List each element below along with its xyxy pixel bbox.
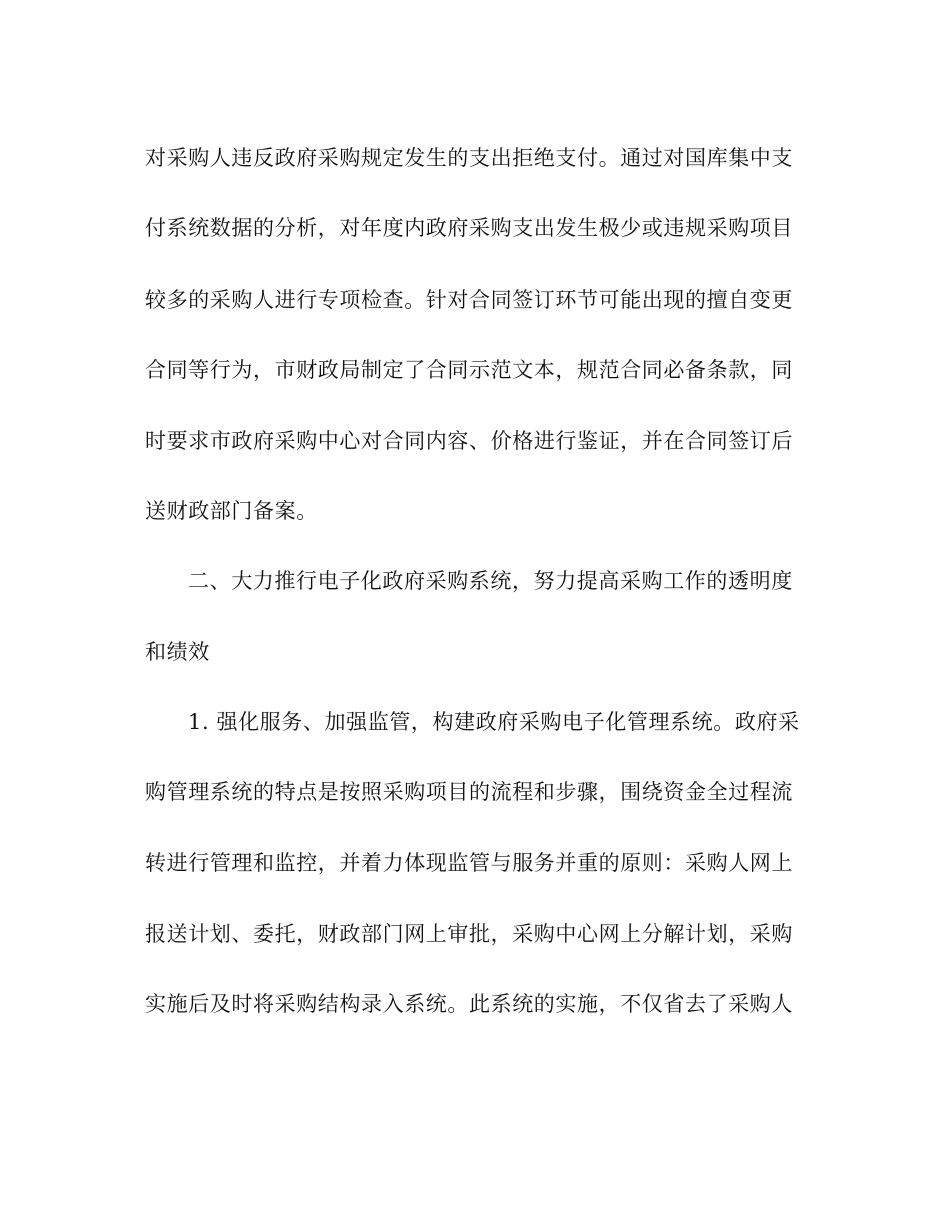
paragraph-line: 对采购人违反政府采购规定发生的支出拒绝支付。通过对国库集中支 <box>145 146 793 170</box>
paragraph-line: 合同等行为，市财政局制定了合同示范文本，规范合同必备条款，同 <box>145 358 793 382</box>
paragraph-line: 时要求市政府采购中心对合同内容、价格进行鉴证，并在合同签订后 <box>145 429 793 453</box>
paragraph-line: 实施后及时将采购结构录入系统。此系统的实施，不仅省去了采购人 <box>145 992 793 1016</box>
section-heading-line: 和绩效 <box>145 640 210 664</box>
paragraph-line: 付系统数据的分析，对年度内政府采购支出发生极少或违规采购项目 <box>145 216 793 240</box>
section-heading-line: 二、大力推行电子化政府采购系统，努力提高采购工作的透明度 <box>188 569 793 593</box>
paragraph-line: 送财政部门备案。 <box>145 499 318 523</box>
paragraph-line: 购管理系统的特点是按照采购项目的流程和步骤，围绕资金全过程流 <box>145 780 793 804</box>
paragraph-line: 报送计划、委托，财政部门网上审批，采购中心网上分解计划，采购 <box>145 922 793 946</box>
paragraph-line: 转进行管理和监控，并着力体现监管与服务并重的原则：采购人网上 <box>145 851 793 875</box>
paragraph-line: 较多的采购人进行专项检查。针对合同签订环节可能出现的擅自变更 <box>145 288 793 312</box>
paragraph-line: 1. 强化服务、加强监管，构建政府采购电子化管理系统。政府采 <box>188 710 800 734</box>
